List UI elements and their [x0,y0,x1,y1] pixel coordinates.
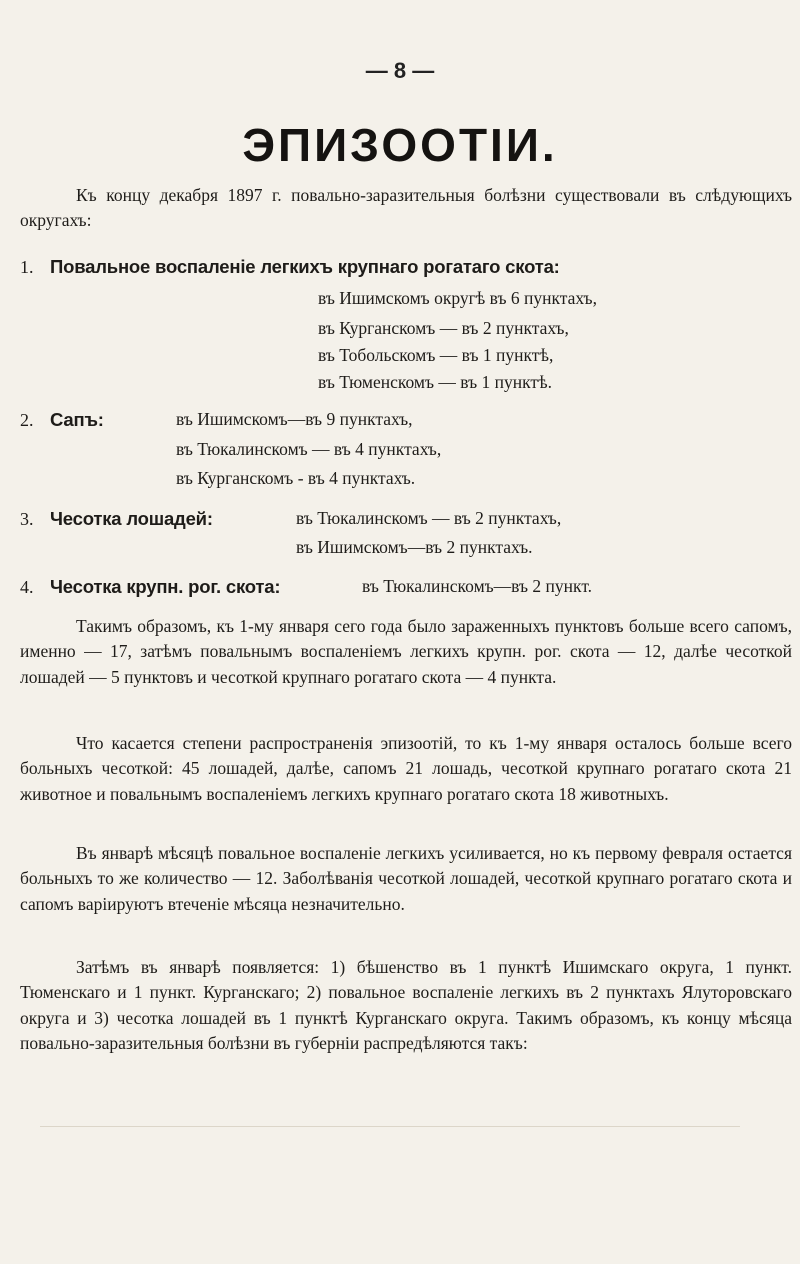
list-item-1-header [20,254,560,280]
page-number: — 8 — [365,58,435,83]
bottom-rule [40,1126,740,1127]
list-item-2-line-3: въ Курганскомъ - въ 4 пунктахъ. [176,468,416,488]
list-item-4-line-1: въ Тюкалинскомъ—въ 2 пункт. [362,576,593,596]
list-item-3-line-1: въ Тюкалинскомъ — въ 2 пунктахъ, [296,508,562,528]
list-item-3-line-2: въ Ишимскомъ—въ 2 пунктахъ. [296,537,533,557]
page-title: ЭПИЗООТІИ. [242,119,558,171]
paragraph-3: Въ январѣ мѣсяцѣ повальное воспаленіе легкихъ усиливается, но къ первому февраля остается больныхъ то же количество — 12. Заболѣванія чесоткой лошадей, чесоткой крупнаго рогатаго скота и сапомъ варіируютъ втеченіе мѣсяца незначительно. [20,843,792,914]
paragraph-4: Затѣмъ въ январѣ появляется: 1) бѣшенство въ 1 пунктѣ Ишимскаго округа, 1 пункт. Тюменскаго и 1 пункт. Курганскаго; 2) повальное воспаленіе легкихъ въ 2 пунктахъ Ялуторовскаго округа и 3) чесотка лошадей въ 1 пунктѣ Курганскаго округа. Такимъ образомъ, къ концу мѣсяца повально-заразительныя болѣзни въ губерніи распредѣляются такъ: [20,957,792,1053]
list-item-2-number: 2. [20,410,34,430]
paragraph-1: Такимъ образомъ, къ 1-му января сего года было зараженныхъ пунктовъ больше всего сапомъ, именно — 17, затѣмъ повальнымъ воспаленіемъ легкихъ крупн. рог. скота — 12, далѣе чесоткой лошадей — 5 пунктовъ и чесоткой крупнаго рогатаго скота — 4 пункта. [20,616,792,687]
list-item-4-number: 4. [20,577,34,597]
list-item-1-line-2: въ Курганскомъ — въ 2 пунктахъ, [318,318,569,338]
list-item-4-disease: Чесотка крупн. рог. скота: [50,576,281,597]
list-item-4-header [20,574,280,600]
list-item-2-line-1: въ Ишимскомъ—въ 9 пунктахъ, [176,409,413,429]
list-item-1-line-4: въ Тюменскомъ — въ 1 пунктѣ. [318,372,552,392]
list-item-1-line-1: въ Ишимскомъ округѣ въ 6 пунктахъ, [318,288,597,308]
list-item-1-number: 1. [20,257,34,277]
list-item-3-header [20,506,213,532]
list-item-2-header [20,407,104,433]
list-item-2-disease: Сапъ: [50,409,104,430]
list-item-1-disease: Повальное воспаленіе легкихъ крупнаго рогатаго скота: [50,256,560,277]
list-item-2-line-2: въ Тюкалинскомъ — въ 4 пунктахъ, [176,439,442,459]
intro-paragraph: Къ концу декабря 1897 г. повально-заразительныя болѣзни существовали въ слѣдующихъ округахъ: [20,185,792,231]
list-item-1-line-3: въ Тобольскомъ — въ 1 пунктѣ, [318,345,554,365]
paragraph-2: Что касается степени распространенія эпизоотій, то къ 1-му января осталось больше всего больныхъ чесоткой: 45 лошадей, далѣе, сапомъ 21 лошадь, чесоткой крупнаго рогатаго скота 21 животное и повальнымъ воспаленіемъ легкихъ крупнаго рогатаго скота 18 животныхъ. [20,733,792,804]
list-item-3-disease: Чесотка лошадей: [50,508,213,529]
list-item-3-number: 3. [20,509,34,529]
